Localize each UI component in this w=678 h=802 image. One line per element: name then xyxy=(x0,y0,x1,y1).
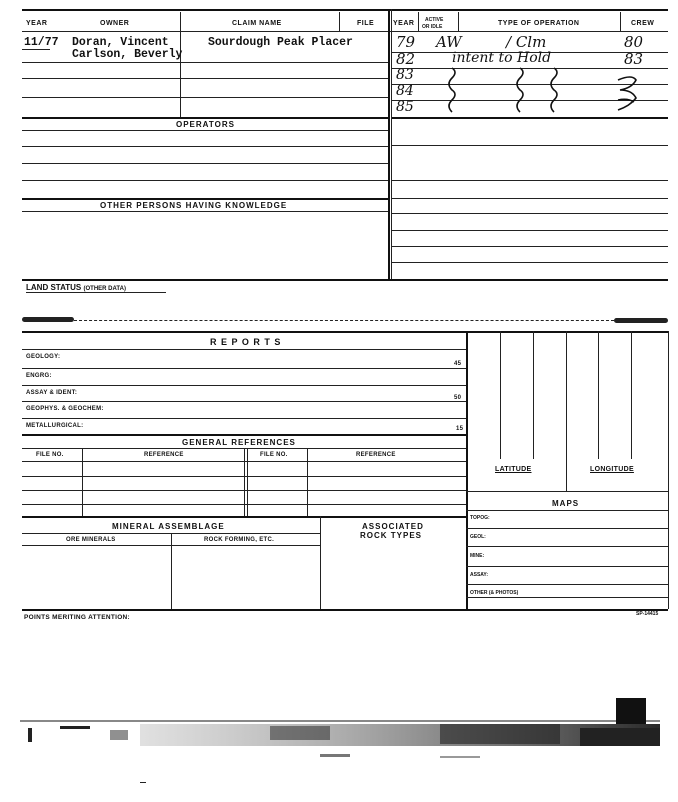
scan-smudge xyxy=(614,318,668,323)
other-persons-heading: OTHER PERSONS HAVING KNOWLEDGE xyxy=(100,201,288,210)
maps-mine: MINE: xyxy=(470,553,485,559)
entry-date: 11/77 xyxy=(24,36,59,49)
maps-other: OTHER (& PHOTOS) xyxy=(470,590,519,596)
longitude-label: LONGITUDE xyxy=(590,466,634,473)
activity-year-2: 82 xyxy=(396,50,416,68)
general-references-heading: GENERAL REFERENCES xyxy=(182,438,296,447)
form-number: SP-14415 xyxy=(636,611,659,617)
activity-year-3: 83 xyxy=(396,67,414,83)
maps-heading: MAPS xyxy=(552,499,580,508)
report-assay: ASSAY & IDENT: xyxy=(26,390,78,396)
entry-claim-name: Sourdough Peak Placer xyxy=(208,36,353,49)
entry-owner-1: Doran, Vincent xyxy=(72,36,169,49)
report-engrg: ENGRG: xyxy=(26,373,52,379)
reports-heading: R E P O R T S xyxy=(210,337,282,347)
points-meriting-attention: POINTS MERITING ATTENTION: xyxy=(24,614,131,621)
header-rule xyxy=(22,31,668,32)
mineral-assemblage-heading: MINERAL ASSEMBLAGE xyxy=(112,522,225,531)
report-num-assay: 50 xyxy=(454,395,462,401)
ditto-marks-drawing xyxy=(392,60,668,120)
header-year: YEAR xyxy=(26,20,48,27)
associated-heading: ASSOCIATED xyxy=(362,522,424,531)
scan-block xyxy=(616,698,646,724)
ore-minerals-label: ORE MINERALS xyxy=(66,537,116,543)
activity-year-5: 85 xyxy=(396,99,414,115)
activity-intent-note: intent to Hold xyxy=(452,50,552,66)
header-active: ACTIVE xyxy=(425,17,444,23)
right-panel-divider xyxy=(466,331,468,609)
activity-crew-2: 83 xyxy=(624,50,644,68)
maps-assay: ASSAY: xyxy=(470,572,489,578)
report-geology: GEOLOGY: xyxy=(26,354,61,360)
entry-owner-2: Carlson, Beverly xyxy=(72,48,183,61)
rock-forming-label: ROCK FORMING, ETC. xyxy=(204,537,275,543)
maps-topog: TOPOG: xyxy=(470,515,490,521)
header-file: FILE xyxy=(357,20,375,27)
header-or-idle: OR IDLE xyxy=(422,24,443,30)
header-type-of-operation: TYPE OF OPERATION xyxy=(498,20,580,27)
activity-crew-1: 80 xyxy=(624,33,644,51)
report-metallurgical: METALLURGICAL: xyxy=(26,423,84,429)
ref-file-no-2: FILE NO. xyxy=(260,452,288,458)
maps-geol: GEOL: xyxy=(470,534,486,540)
activity-operation: / Clm xyxy=(506,33,547,51)
report-num-metallurgical: 15 xyxy=(456,426,464,432)
main-vertical-divider xyxy=(388,9,390,279)
header-owner: OWNER xyxy=(100,20,130,27)
rock-types-heading: ROCK TYPES xyxy=(360,531,423,540)
land-status-label: LAND STATUS (OTHER DATA) xyxy=(26,283,126,292)
date-underline xyxy=(22,49,50,50)
activity-year-1: 79 xyxy=(396,33,416,51)
report-geophys: GEOPHYS. & GEOCHEM: xyxy=(26,406,104,412)
ref-file-no: FILE NO. xyxy=(36,452,64,458)
report-num-geology: 45 xyxy=(454,361,462,367)
header-crew: CREW xyxy=(631,20,655,27)
top-rule xyxy=(22,9,668,11)
header-claim-name: CLAIM NAME xyxy=(232,20,282,27)
activity-year-4: 84 xyxy=(396,83,414,99)
header-year-2: YEAR xyxy=(393,20,415,27)
operators-heading: OPERATORS xyxy=(176,120,235,129)
scan-smudge xyxy=(22,317,74,322)
ref-reference: REFERENCE xyxy=(144,452,184,458)
ref-reference-2: REFERENCE xyxy=(356,452,396,458)
scan-noise-band xyxy=(20,690,670,770)
activity-status: AW xyxy=(436,33,462,51)
latitude-label: LATITUDE xyxy=(495,466,532,473)
